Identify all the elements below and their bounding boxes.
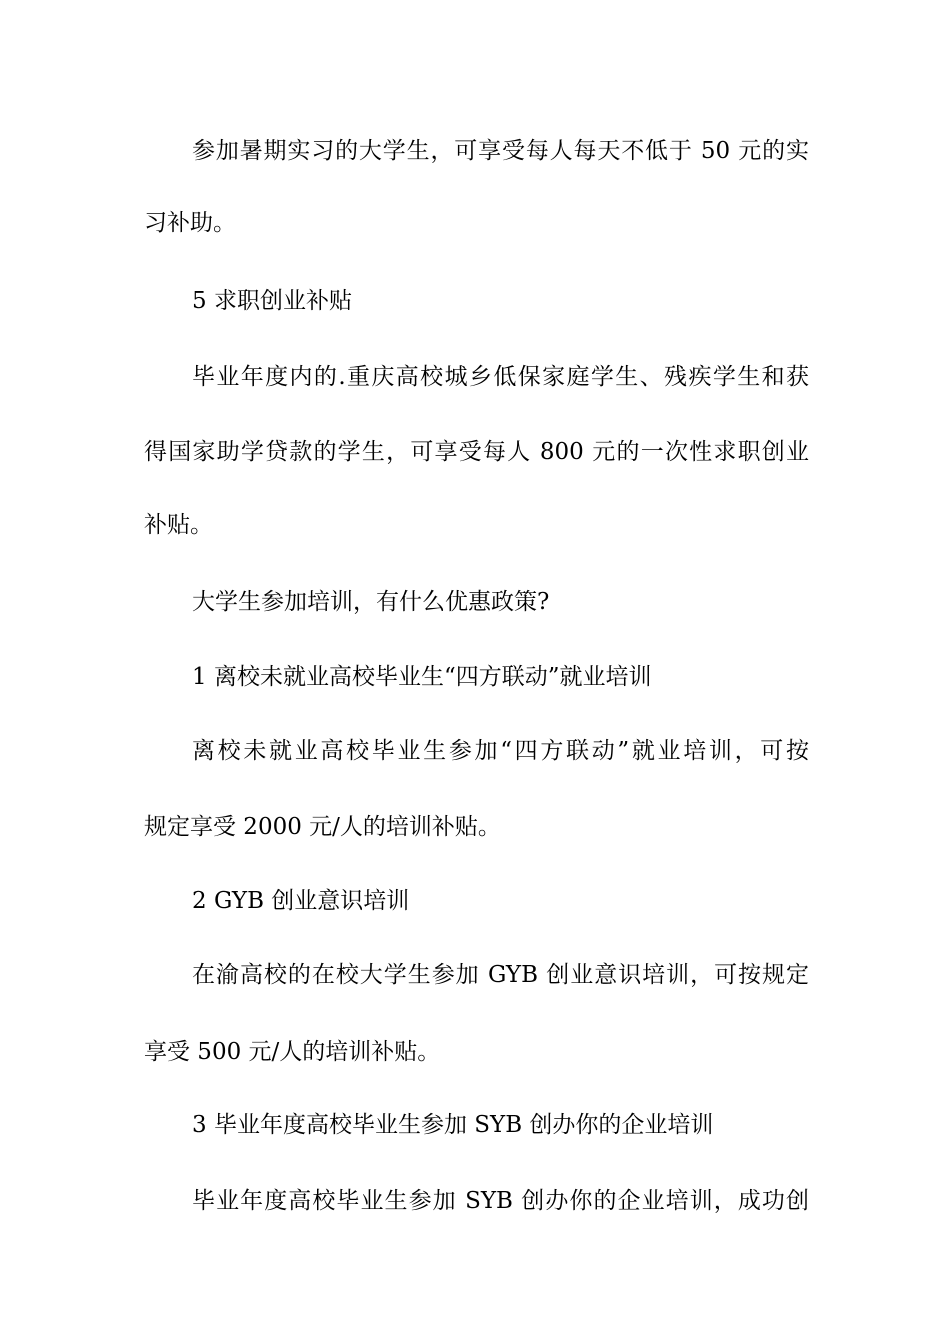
- heading-syb-training: 3 毕业年度高校毕业生参加 SYB 创办你的企业培训: [192, 1112, 714, 1138]
- heading-four-party-training: 1 离校未就业高校毕业生“四方联动”就业培训: [192, 664, 652, 690]
- paragraph-internship-subsidy-line-2: 习补助。: [144, 210, 236, 236]
- paragraph-gyb-line-1: 在渝高校的在校大学生参加 GYB 创业意识培训，可按规定: [192, 962, 809, 988]
- paragraph-job-subsidy-line-1: 毕业年度内的.重庆高校城乡低保家庭学生、残疾学生和获: [192, 364, 809, 390]
- paragraph-gyb-line-2: 享受 500 元/人的培训补贴。: [144, 1039, 441, 1065]
- paragraph-four-party-line-1: 离校未就业高校毕业生参加“四方联动”就业培训，可按: [192, 738, 809, 764]
- paragraph-job-subsidy-line-3: 补贴。: [144, 512, 213, 538]
- paragraph-syb-line-1: 毕业年度高校毕业生参加 SYB 创办你的企业培训，成功创: [192, 1188, 809, 1214]
- heading-gyb-training: 2 GYB 创业意识培训: [192, 888, 410, 914]
- heading-job-startup-subsidy: 5 求职创业补贴: [192, 288, 352, 314]
- question-training-policy: 大学生参加培训，有什么优惠政策?: [192, 589, 550, 615]
- paragraph-job-subsidy-line-2: 得国家助学贷款的学生，可享受每人 800 元的一次性求职创业: [144, 439, 809, 465]
- paragraph-internship-subsidy-line-1: 参加暑期实习的大学生，可享受每人每天不低于 50 元的实: [192, 138, 809, 164]
- paragraph-four-party-line-2: 规定享受 2000 元/人的培训补贴。: [144, 814, 501, 840]
